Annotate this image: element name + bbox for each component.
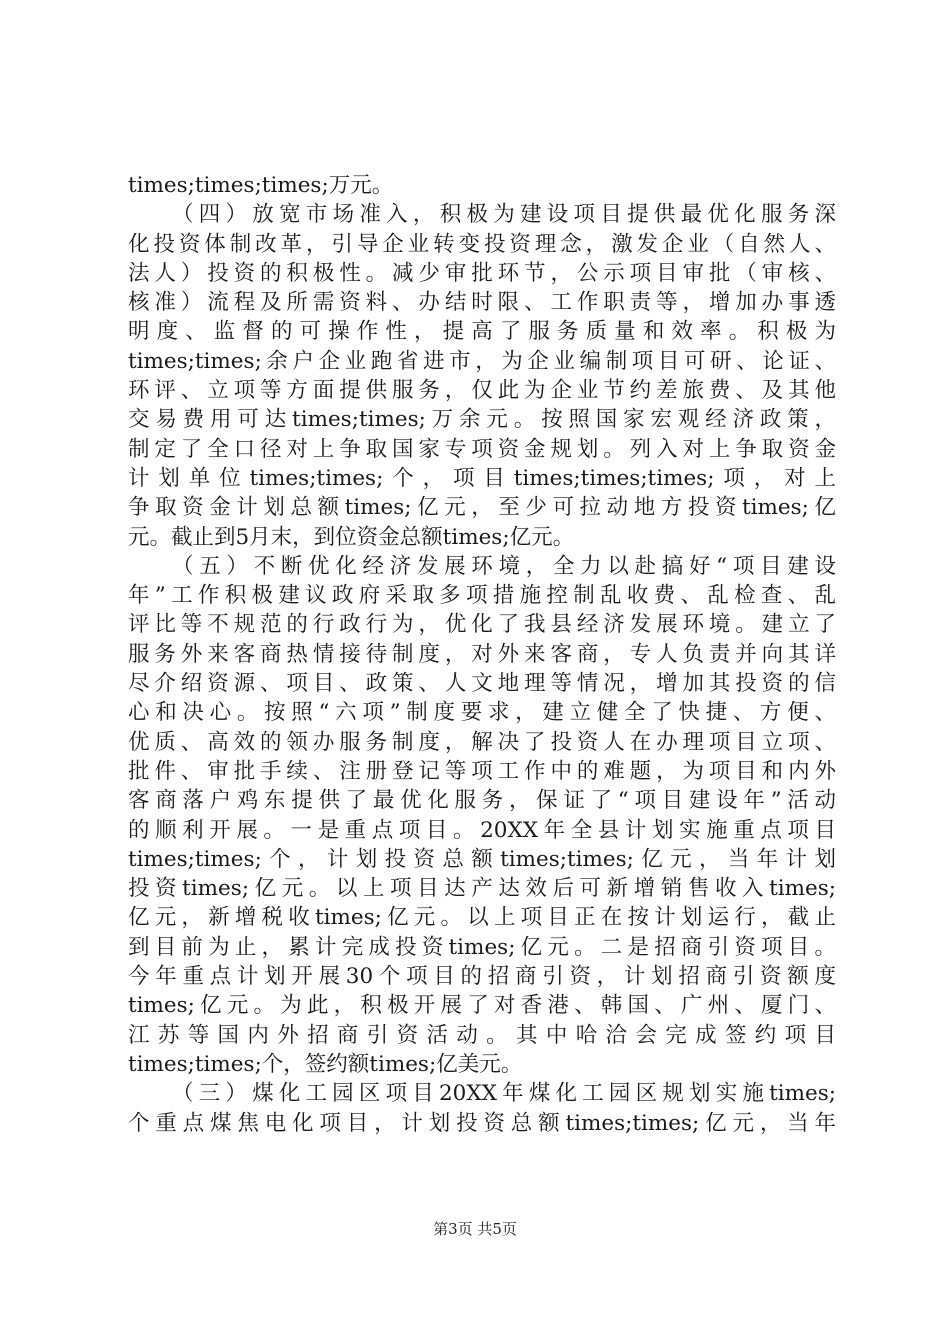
text-line: （四）放宽市场准入，积极为建设项目提供最优化服务深	[172, 202, 836, 228]
text-line: times;亿元。为此，积极开展了对香港、韩国、广州、厦门、	[128, 993, 836, 1019]
text-line: （五）不断优化经济发展环境，全力以赴搞好“项目建设	[172, 553, 836, 579]
text-line: 元。截止到5月末，到位资金总额times;亿元。	[128, 524, 575, 550]
text-line: 江苏等国内外招商引资活动。其中哈洽会完成签约项目	[128, 1022, 836, 1048]
text-line: 投资times;亿元。以上项目达产达效后可新增销售收入times;	[128, 876, 836, 902]
text-line: 化投资体制改革，引导企业转变投资理念，激发企业（自然人、	[128, 231, 836, 257]
text-line: （三）煤化工园区项目20XX年煤化工园区规划实施times;	[172, 1081, 836, 1107]
text-line: 制定了全口径对上争取国家专项资金规划。列入对上争取资金	[128, 436, 836, 462]
text-line: 心和决心。按照“六项”制度要求，建立健全了快捷、方便、	[128, 700, 836, 726]
text-line: times;times;个，计划投资总额times;times;亿元，当年计划	[128, 846, 836, 872]
text-line: 评比等不规范的行政行为，优化了我县经济发展环境。建立了	[128, 612, 836, 638]
text-line: 明度、监督的可操作性，提高了服务质量和效率。积极为	[128, 319, 836, 345]
text-line: 法人）投资的积极性。减少审批环节，公示项目审批（审核、	[128, 260, 836, 286]
text-line: 今年重点计划开展30个项目的招商引资，计划招商引资额度	[128, 964, 836, 990]
text-line: 客商落户鸡东提供了最优化服务，保证了“项目建设年”活动	[128, 788, 836, 814]
text-line: 优质、高效的领办服务制度，解决了投资人在办理项目立项、	[128, 729, 836, 755]
text-line: 交易费用可达times;times;万余元。按照国家宏观经济政策，	[128, 407, 836, 433]
text-line: times;times;余户企业跑省进市，为企业编制项目可研、论证、	[128, 348, 836, 374]
text-line: 环评、立项等方面提供服务，仅此为企业节约差旅费、及其他	[128, 378, 836, 404]
text-line: 的顺利开展。一是重点项目。20XX年全县计划实施重点项目	[128, 817, 836, 843]
text-line: 尽介绍资源、项目、政策、人文地理等情况，增加其投资的信	[128, 671, 836, 697]
text-line: 计划单位times;times;个，项目times;times;times;项，对上	[128, 465, 836, 491]
text-line: 服务外来客商热情接待制度，对外来客商，专人负责并向其详	[128, 641, 836, 667]
text-line: 争取资金计划总额times;亿元，至少可拉动地方投资times;亿	[128, 495, 836, 521]
body-text	[128, 171, 836, 1138]
text-line: 核准）流程及所需资料、办结时限、工作职责等，增加办事透	[128, 290, 836, 316]
text-line: 到目前为止，累计完成投资times;亿元。二是招商引资项目。	[128, 934, 836, 960]
text-line: times;times;个，签约额times;亿美元。	[128, 1051, 523, 1077]
page-footer: 第3页 共5页	[433, 1220, 517, 1238]
text-line: 批件、审批手续、注册登记等项工作中的难题，为项目和内外	[128, 758, 836, 784]
text-line: times;times;times;万元。	[128, 173, 394, 198]
text-line: 个重点煤焦电化项目，计划投资总额times;times;亿元，当年	[128, 1110, 836, 1136]
text-line: 年”工作积极建议政府采取多项措施控制乱收费、乱检查、乱	[128, 583, 836, 609]
text-line: 亿元，新增税收times;亿元。以上项目正在按计划运行，截止	[128, 905, 836, 931]
